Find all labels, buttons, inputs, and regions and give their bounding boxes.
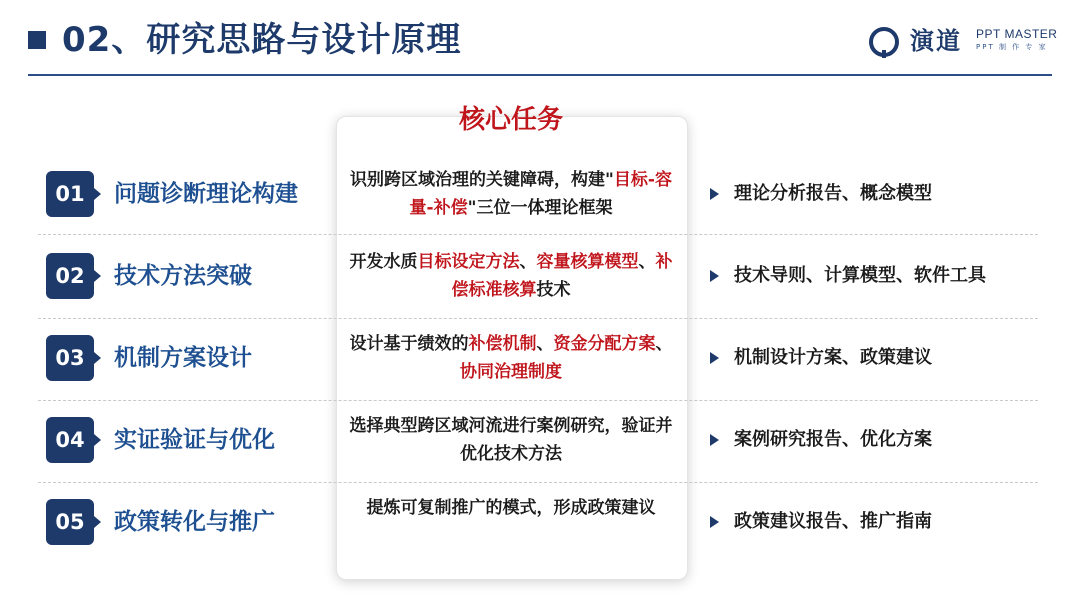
row-number-badge: 02 bbox=[46, 253, 94, 299]
task-plain-text: 技术 bbox=[536, 280, 571, 300]
row-label: 技术方法突破 bbox=[114, 263, 252, 289]
output-arrow-icon bbox=[710, 188, 719, 200]
badge-pointer-icon bbox=[94, 516, 101, 528]
badge-pointer-icon bbox=[94, 188, 101, 200]
row-divider bbox=[38, 234, 1038, 235]
badge-pointer-icon bbox=[94, 434, 101, 446]
row-output-text: 案例研究报告、优化方案 bbox=[734, 429, 932, 450]
badge-pointer-icon bbox=[94, 352, 101, 364]
row-output-text: 机制设计方案、政策建议 bbox=[734, 347, 932, 368]
row-label: 机制方案设计 bbox=[114, 345, 252, 371]
task-plain-text: 开发水质 bbox=[349, 252, 418, 272]
title-bar bbox=[0, 0, 1080, 80]
row-divider bbox=[38, 482, 1038, 483]
row-number-badge: 05 bbox=[46, 499, 94, 545]
row-label: 实证验证与优化 bbox=[114, 427, 275, 453]
output-arrow-icon bbox=[710, 434, 719, 446]
badge-pointer-icon bbox=[94, 270, 101, 282]
task-plain-text: 选择典型跨区域河流进行案例研究，验证并优化技术方法 bbox=[349, 416, 673, 464]
task-plain-text: "三位一体理论框架 bbox=[467, 198, 613, 218]
row-number-badge: 04 bbox=[46, 417, 94, 463]
task-plain-text: 设计基于绩效的 bbox=[349, 334, 469, 354]
task-highlight-text: 资金分配方案 bbox=[553, 334, 656, 354]
task-plain-text: 、 bbox=[519, 252, 537, 272]
task-plain-text: 、 bbox=[655, 334, 673, 354]
row-task-text bbox=[344, 248, 678, 304]
row-output-text: 技术导则、计算模型、软件工具 bbox=[734, 265, 986, 286]
title-divider bbox=[28, 74, 1052, 76]
row-divider bbox=[38, 318, 1038, 319]
row-number-badge: 01 bbox=[46, 171, 94, 217]
brand-logo bbox=[866, 24, 1056, 60]
row-task-text bbox=[344, 166, 678, 222]
row-label: 问题诊断理论构建 bbox=[114, 181, 298, 207]
logo-ring-icon bbox=[866, 24, 902, 60]
task-highlight-text: 目标-容量-补偿 bbox=[409, 170, 672, 218]
output-arrow-icon bbox=[710, 270, 719, 282]
task-plain-text: 、 bbox=[638, 252, 656, 272]
title-marker-icon bbox=[28, 31, 46, 49]
row-number-badge: 03 bbox=[46, 335, 94, 381]
task-highlight-text: 补偿机制 bbox=[468, 334, 537, 354]
logo-sub-text: PPT 制 作 专 家 bbox=[976, 43, 1048, 51]
row-task-text bbox=[344, 494, 678, 522]
task-highlight-text: 补偿标准核算 bbox=[451, 252, 673, 300]
task-plain-text: 、 bbox=[536, 334, 554, 354]
task-highlight-text: 容量核算模型 bbox=[536, 252, 639, 272]
row-task-text bbox=[344, 412, 678, 468]
row-divider bbox=[38, 400, 1038, 401]
task-plain-text: 提炼可复制推广的模式，形成政策建议 bbox=[366, 498, 656, 518]
row-output-text: 理论分析报告、概念模型 bbox=[734, 183, 932, 204]
core-task-title: 核心任务 bbox=[458, 105, 563, 135]
row-output-text: 政策建议报告、推广指南 bbox=[734, 511, 932, 532]
row-label: 政策转化与推广 bbox=[114, 509, 275, 535]
output-arrow-icon bbox=[710, 516, 719, 528]
logo-en-text: PPT MASTER bbox=[976, 27, 1058, 41]
logo-cn-text: 演道 bbox=[910, 27, 962, 55]
page-title: 02、研究思路与设计原理 bbox=[62, 20, 462, 60]
task-highlight-text: 目标设定方法 bbox=[417, 252, 520, 272]
task-plain-text: 识别跨区域治理的关键障碍，构建" bbox=[350, 170, 614, 190]
row-task-text bbox=[344, 330, 678, 386]
task-highlight-text: 协同治理制度 bbox=[460, 362, 562, 382]
output-arrow-icon bbox=[710, 352, 719, 364]
